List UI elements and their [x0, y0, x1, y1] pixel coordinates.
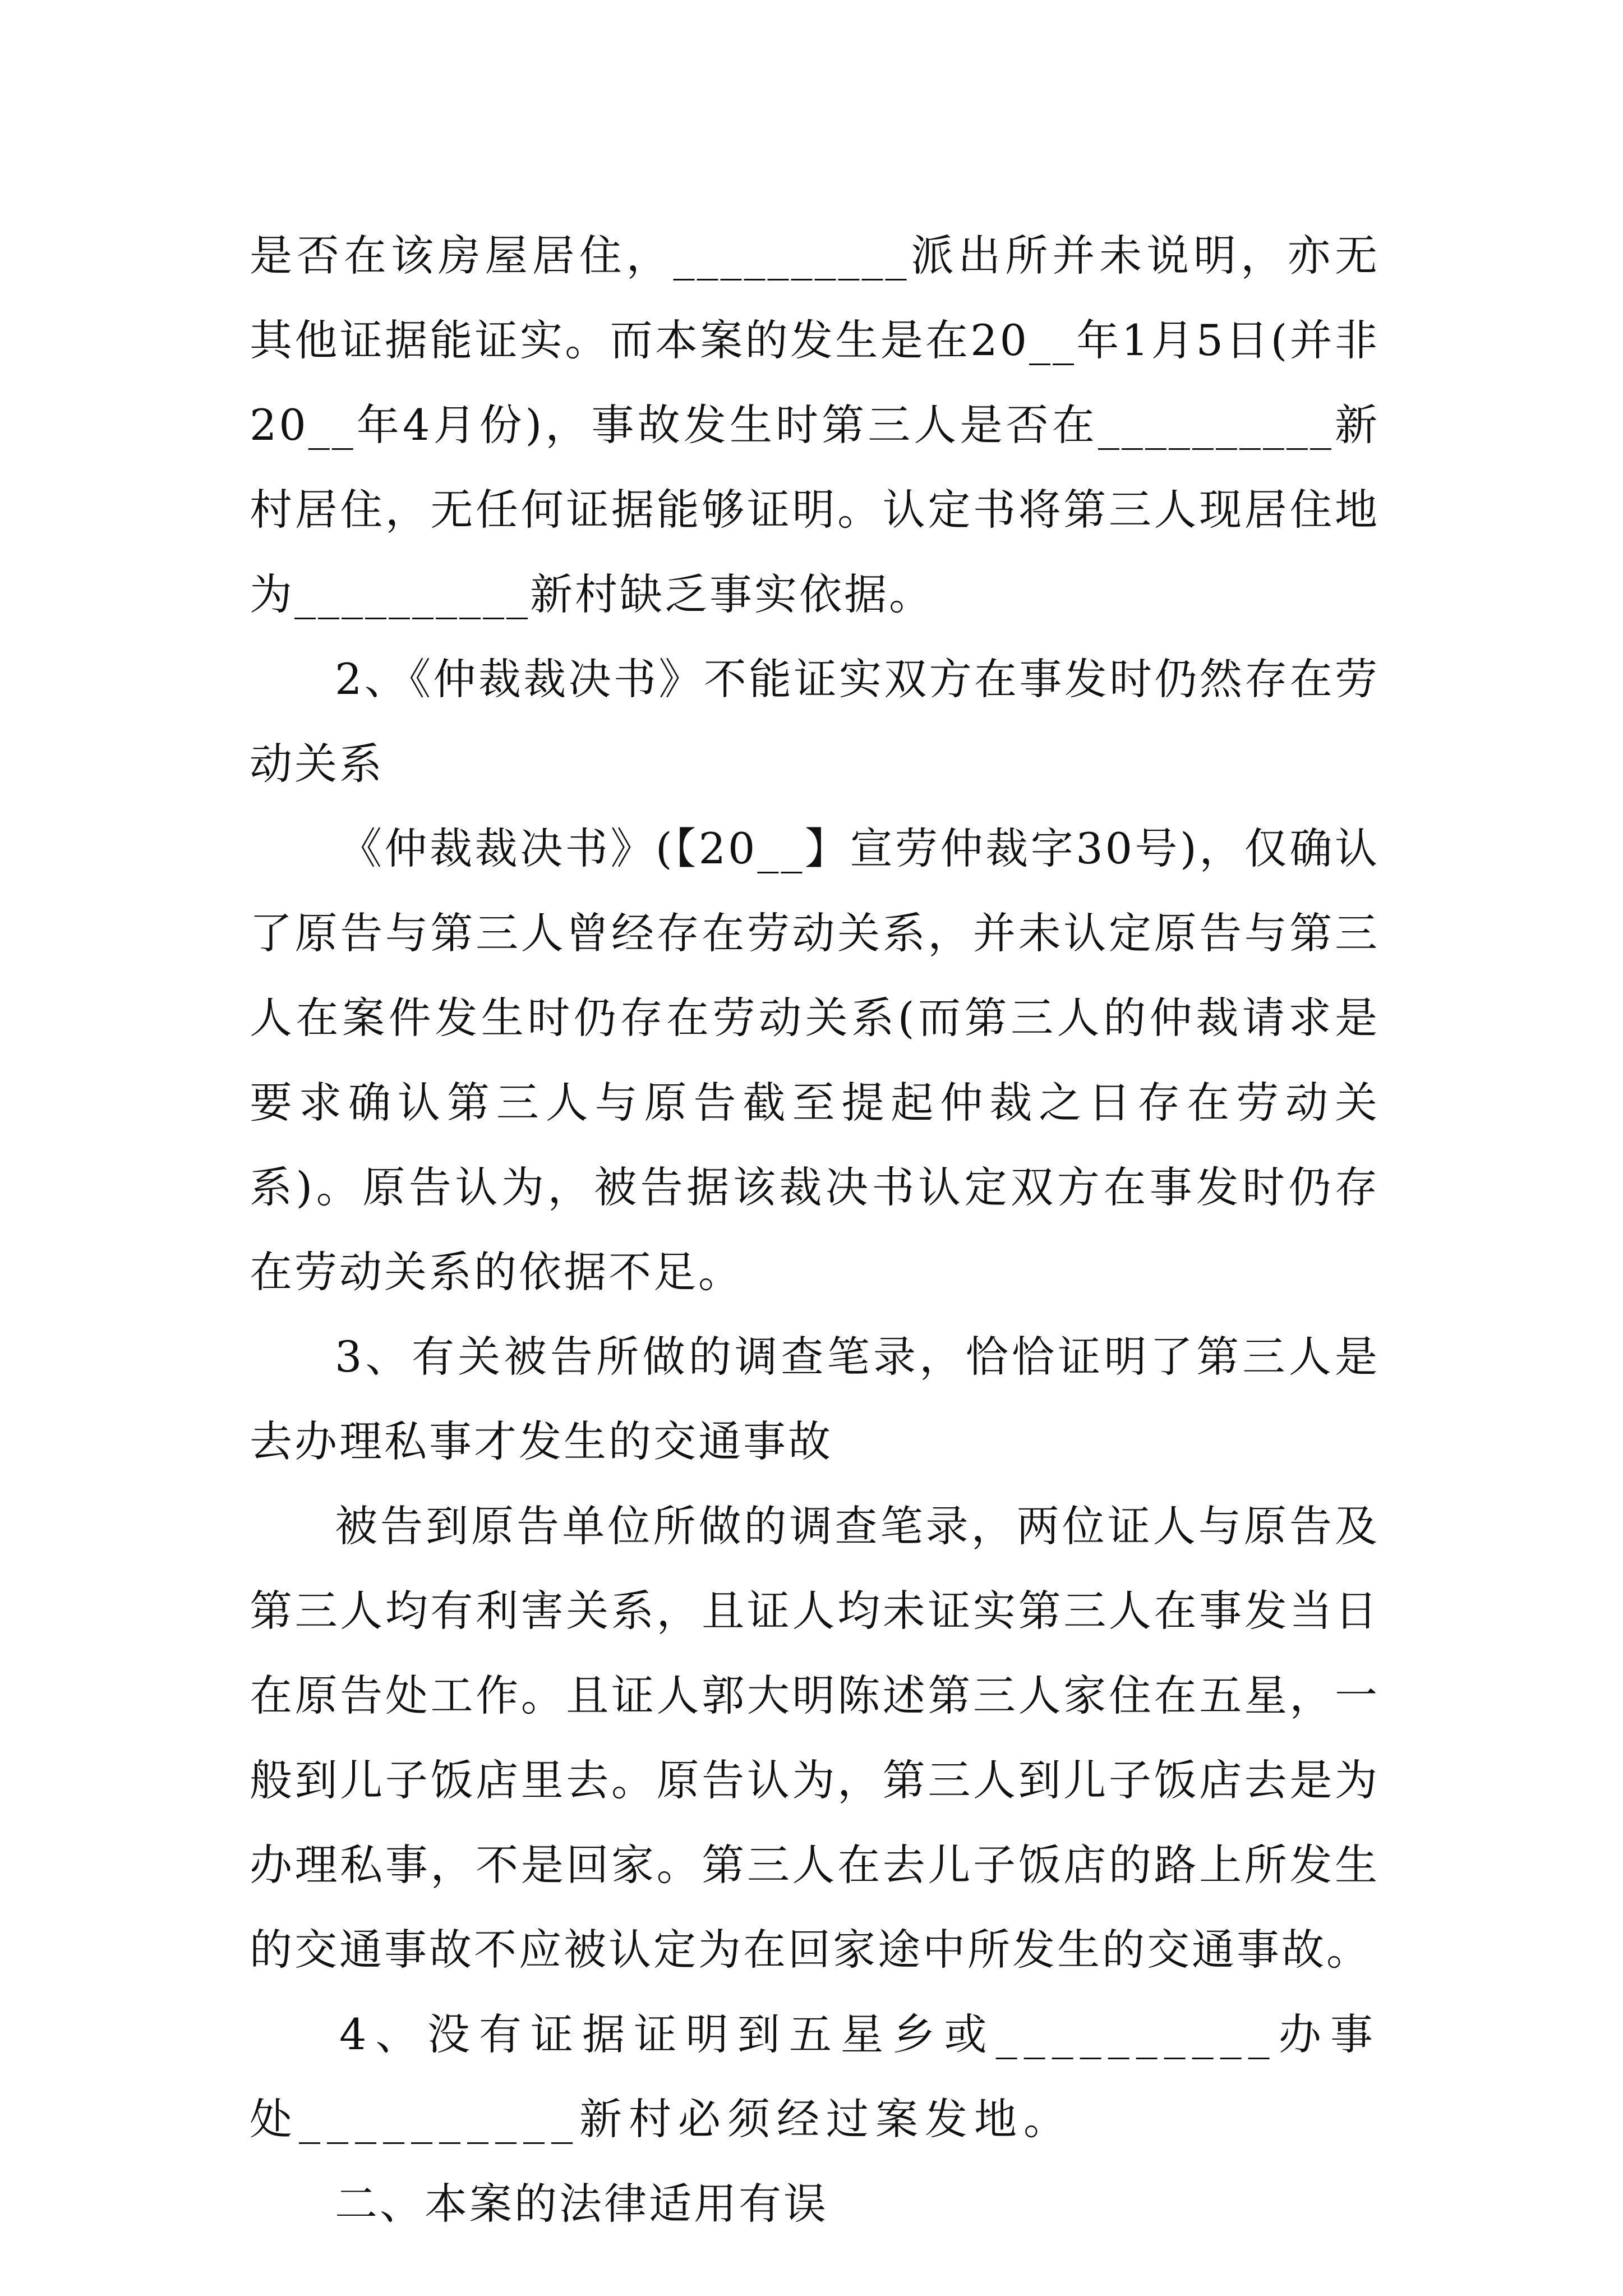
- document-body: [250, 213, 1380, 2246]
- paragraph-investigation-record: 被告到原告单位所做的调查笔录，两位证人与原告及第三人均有利害关系，且证人均未证实第三人在事发当日在原告处工作。且证人郭大明陈述第三人家住在五星，一般到儿子饭店里去。原告认为，第三人到儿子饭店去是为办理私事，不是回家。第三人在去儿子饭店的路上所发生的交通事故不应被认定为在回家途中所发生的交通事故。: [250, 1501, 1380, 1975]
- paragraph-residence-evidence: 是否在该房屋居住，__________派出所并未说明，亦无其他证据能证实。而本案的发生是在20__年1月5日(并非20__年4月份)，事故发生时第三人是否在__________新村居住，无任何证据能够证明。认定书将第三人现居住地为__________新村缺乏事实依据。: [250, 231, 1380, 619]
- heading-legal-application: 二、本案的法律适用有误: [335, 2179, 828, 2229]
- heading-route-evidence: 4、没有证据证明到五星乡或__________办事处__________新村必须经过案发地。: [250, 2009, 1380, 2144]
- paragraph-arbitration-award: 《仲裁裁决书》(【20__】宣劳仲裁字30号)，仅确认了原告与第三人曾经存在劳动关系，并未认定原告与第三人在案件发生时仍存在劳动关系(而第三人的仲裁请求是要求确认第三人与原告截至提起仲裁之日存在劳动关系)。原告认为，被告据该裁决书认定双方在事发时仍存在劳动关系的依据不足。: [250, 823, 1380, 1297]
- heading-investigation-record: 3、有关被告所做的调查笔录，恰恰证明了第三人是去办理私事才发生的交通事故: [250, 1332, 1380, 1466]
- heading-arbitration-award: 2、《仲裁裁决书》不能证实双方在事发时仍然存在劳动关系: [250, 654, 1380, 789]
